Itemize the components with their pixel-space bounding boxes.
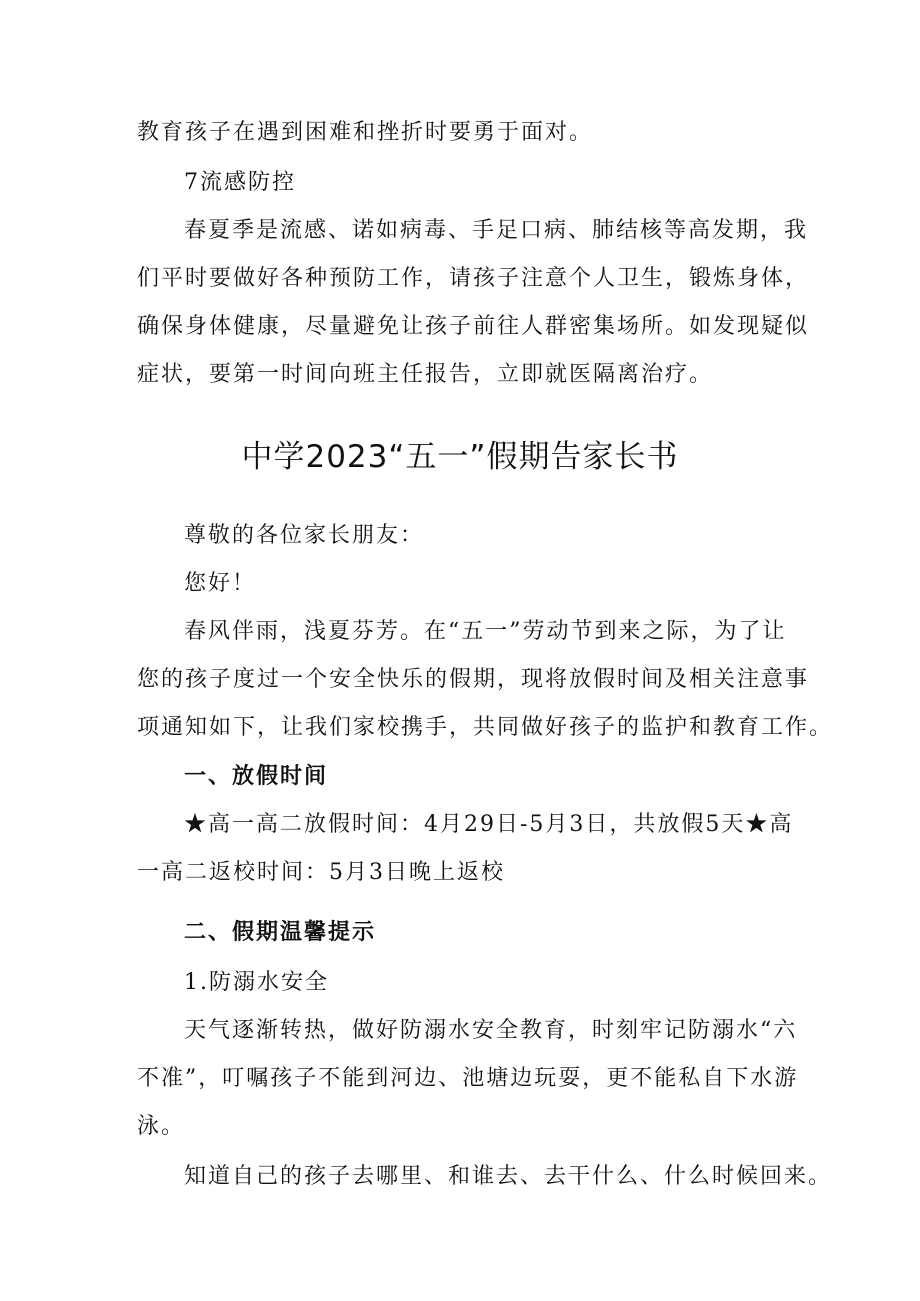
holiday-time-line: ★高一高二放假时间：4月29日-5月3日，共放假5天★高	[184, 812, 794, 837]
drowning-line: 天气逐渐转热，做好防溺水安全教育，时刻牢记防溺水“六	[184, 1018, 798, 1043]
section-heading-holiday-time: 一、放假时间	[184, 764, 329, 789]
intro-line: 项通知如下，让我们家校携手，共同做好孩子的监护和教育工作。	[137, 715, 834, 740]
greeting: 您好！	[184, 571, 257, 596]
continued-line: 教育孩子在遇到困难和挫折时要勇于面对。	[137, 120, 594, 145]
item-title-flu: 7流感防控	[184, 170, 296, 195]
paragraph-line: 确保身体健康，尽量避免让孩子前往人群密集场所。如发现疑似	[137, 314, 810, 339]
item-title-drowning: 1.防溺水安全	[184, 970, 329, 995]
drowning-line: 泳。	[137, 1114, 186, 1139]
drowning-line: 不准”，叮嘱孩子不能到河边、池塘边玩耍，更不能私自下水游	[137, 1066, 799, 1091]
final-line: 知道自己的孩子去哪里、和谁去、去干什么、什么时候回来。	[184, 1164, 833, 1189]
paragraph-line: 春夏季是流感、诺如病毒、手足口病、肺结核等高发期，我	[184, 218, 809, 243]
document-title: 中学2023“五一”假期告家长书	[241, 439, 679, 475]
intro-line: 您的孩子度过一个安全快乐的假期，现将放假时间及相关注意事	[137, 667, 810, 692]
salutation: 尊敬的各位家长朋友：	[184, 523, 425, 548]
paragraph-line: 们平时要做好各种预防工作，请孩子注意个人卫生，锻炼身体，	[137, 266, 810, 291]
intro-line: 春风伴雨，浅夏芬芳。在“五一”劳动节到来之际，为了让	[184, 619, 787, 644]
section-heading-tips: 二、假期温馨提示	[184, 920, 377, 945]
holiday-time-line: 一高二返校时间：5月3日晚上返校	[137, 860, 505, 885]
paragraph-line: 症状，要第一时间向班主任报告，立即就医隔离治疗。	[137, 362, 714, 387]
